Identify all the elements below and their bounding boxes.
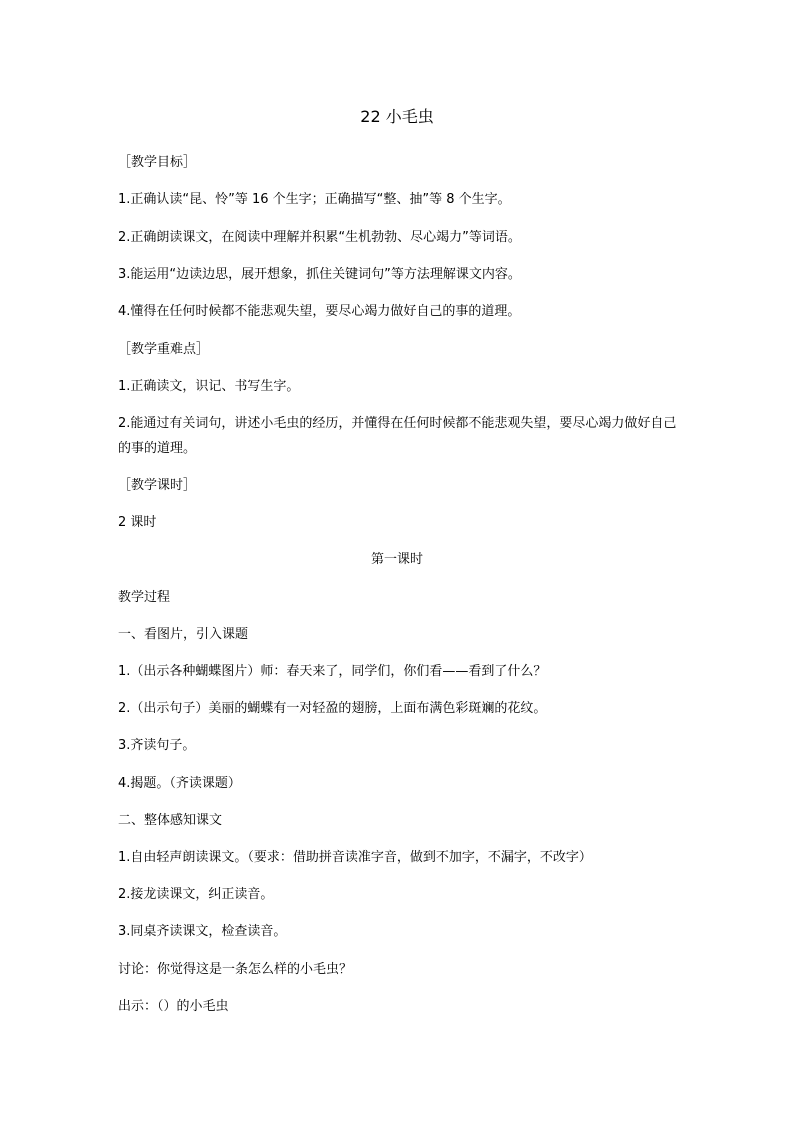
objective-item-1: 1.正确认读“昆、怜”等 16 个生字；正确描写“整、抽”等 8 个生字。 [118,192,511,207]
section-heading-periods: ［教学课时］ [118,478,197,493]
section-heading-objectives: ［教学目标］ [118,155,197,170]
step-2-item-3: 3.同桌齐读课文，检查读音。 [118,924,287,939]
section-heading-key-points: ［教学重难点］ [118,342,210,357]
objective-item-4: 4.懂得在任何时候都不能悲观失望，要尽心竭力做好自己的事的道理。 [118,304,521,319]
objective-item-3: 3.能运用“边读边思，展开想象，抓住关键词句”等方法理解课文内容。 [118,267,521,282]
step-heading-2: 二、整体感知课文 [118,813,223,828]
process-heading: 教学过程 [118,590,171,605]
discussion-question: 讨论：你觉得这是一条怎么样的小毛虫？ [118,962,353,977]
lesson-heading: 第一课时 [370,552,423,567]
key-point-item-2: 2.能通过有关词句，讲述小毛虫的经历，并懂得在任何时候都不能悲观失望，要尽心竭力做好自己的事的道理。 [118,416,677,456]
step-1-item-1: 1.（出示各种蝴蝶图片）师：春天来了，同学们，你们看——看到了什么？ [118,664,547,679]
key-point-item-1: 1.正确读文，识记、书写生字。 [118,379,300,394]
objective-item-2: 2.正确朗读课文，在阅读中理解并积累“生机勃勃、尽心竭力”等词语。 [118,230,521,245]
step-1-item-2: 2.（出示句子）美丽的蝴蝶有一对轻盈的翅膀，上面布满色彩斑斓的花纹。 [118,701,547,716]
step-2-item-2: 2.接龙读课文，纠正读音。 [118,887,274,902]
step-1-item-3: 3.齐读句子。 [118,738,196,753]
document-title: 22 小毛虫 [360,107,434,126]
step-heading-1: 一、看图片，引入课题 [118,627,249,642]
period-count: 2 课时 [118,515,157,530]
step-1-item-4: 4.揭题。（齐读课题） [118,776,241,791]
step-2-item-1: 1.自由轻声朗读课文。（要求：借助拼音读准字音，做到不加字，不漏字，不改字） [118,850,592,865]
display-prompt: 出示：（）的小毛虫 [118,999,229,1014]
